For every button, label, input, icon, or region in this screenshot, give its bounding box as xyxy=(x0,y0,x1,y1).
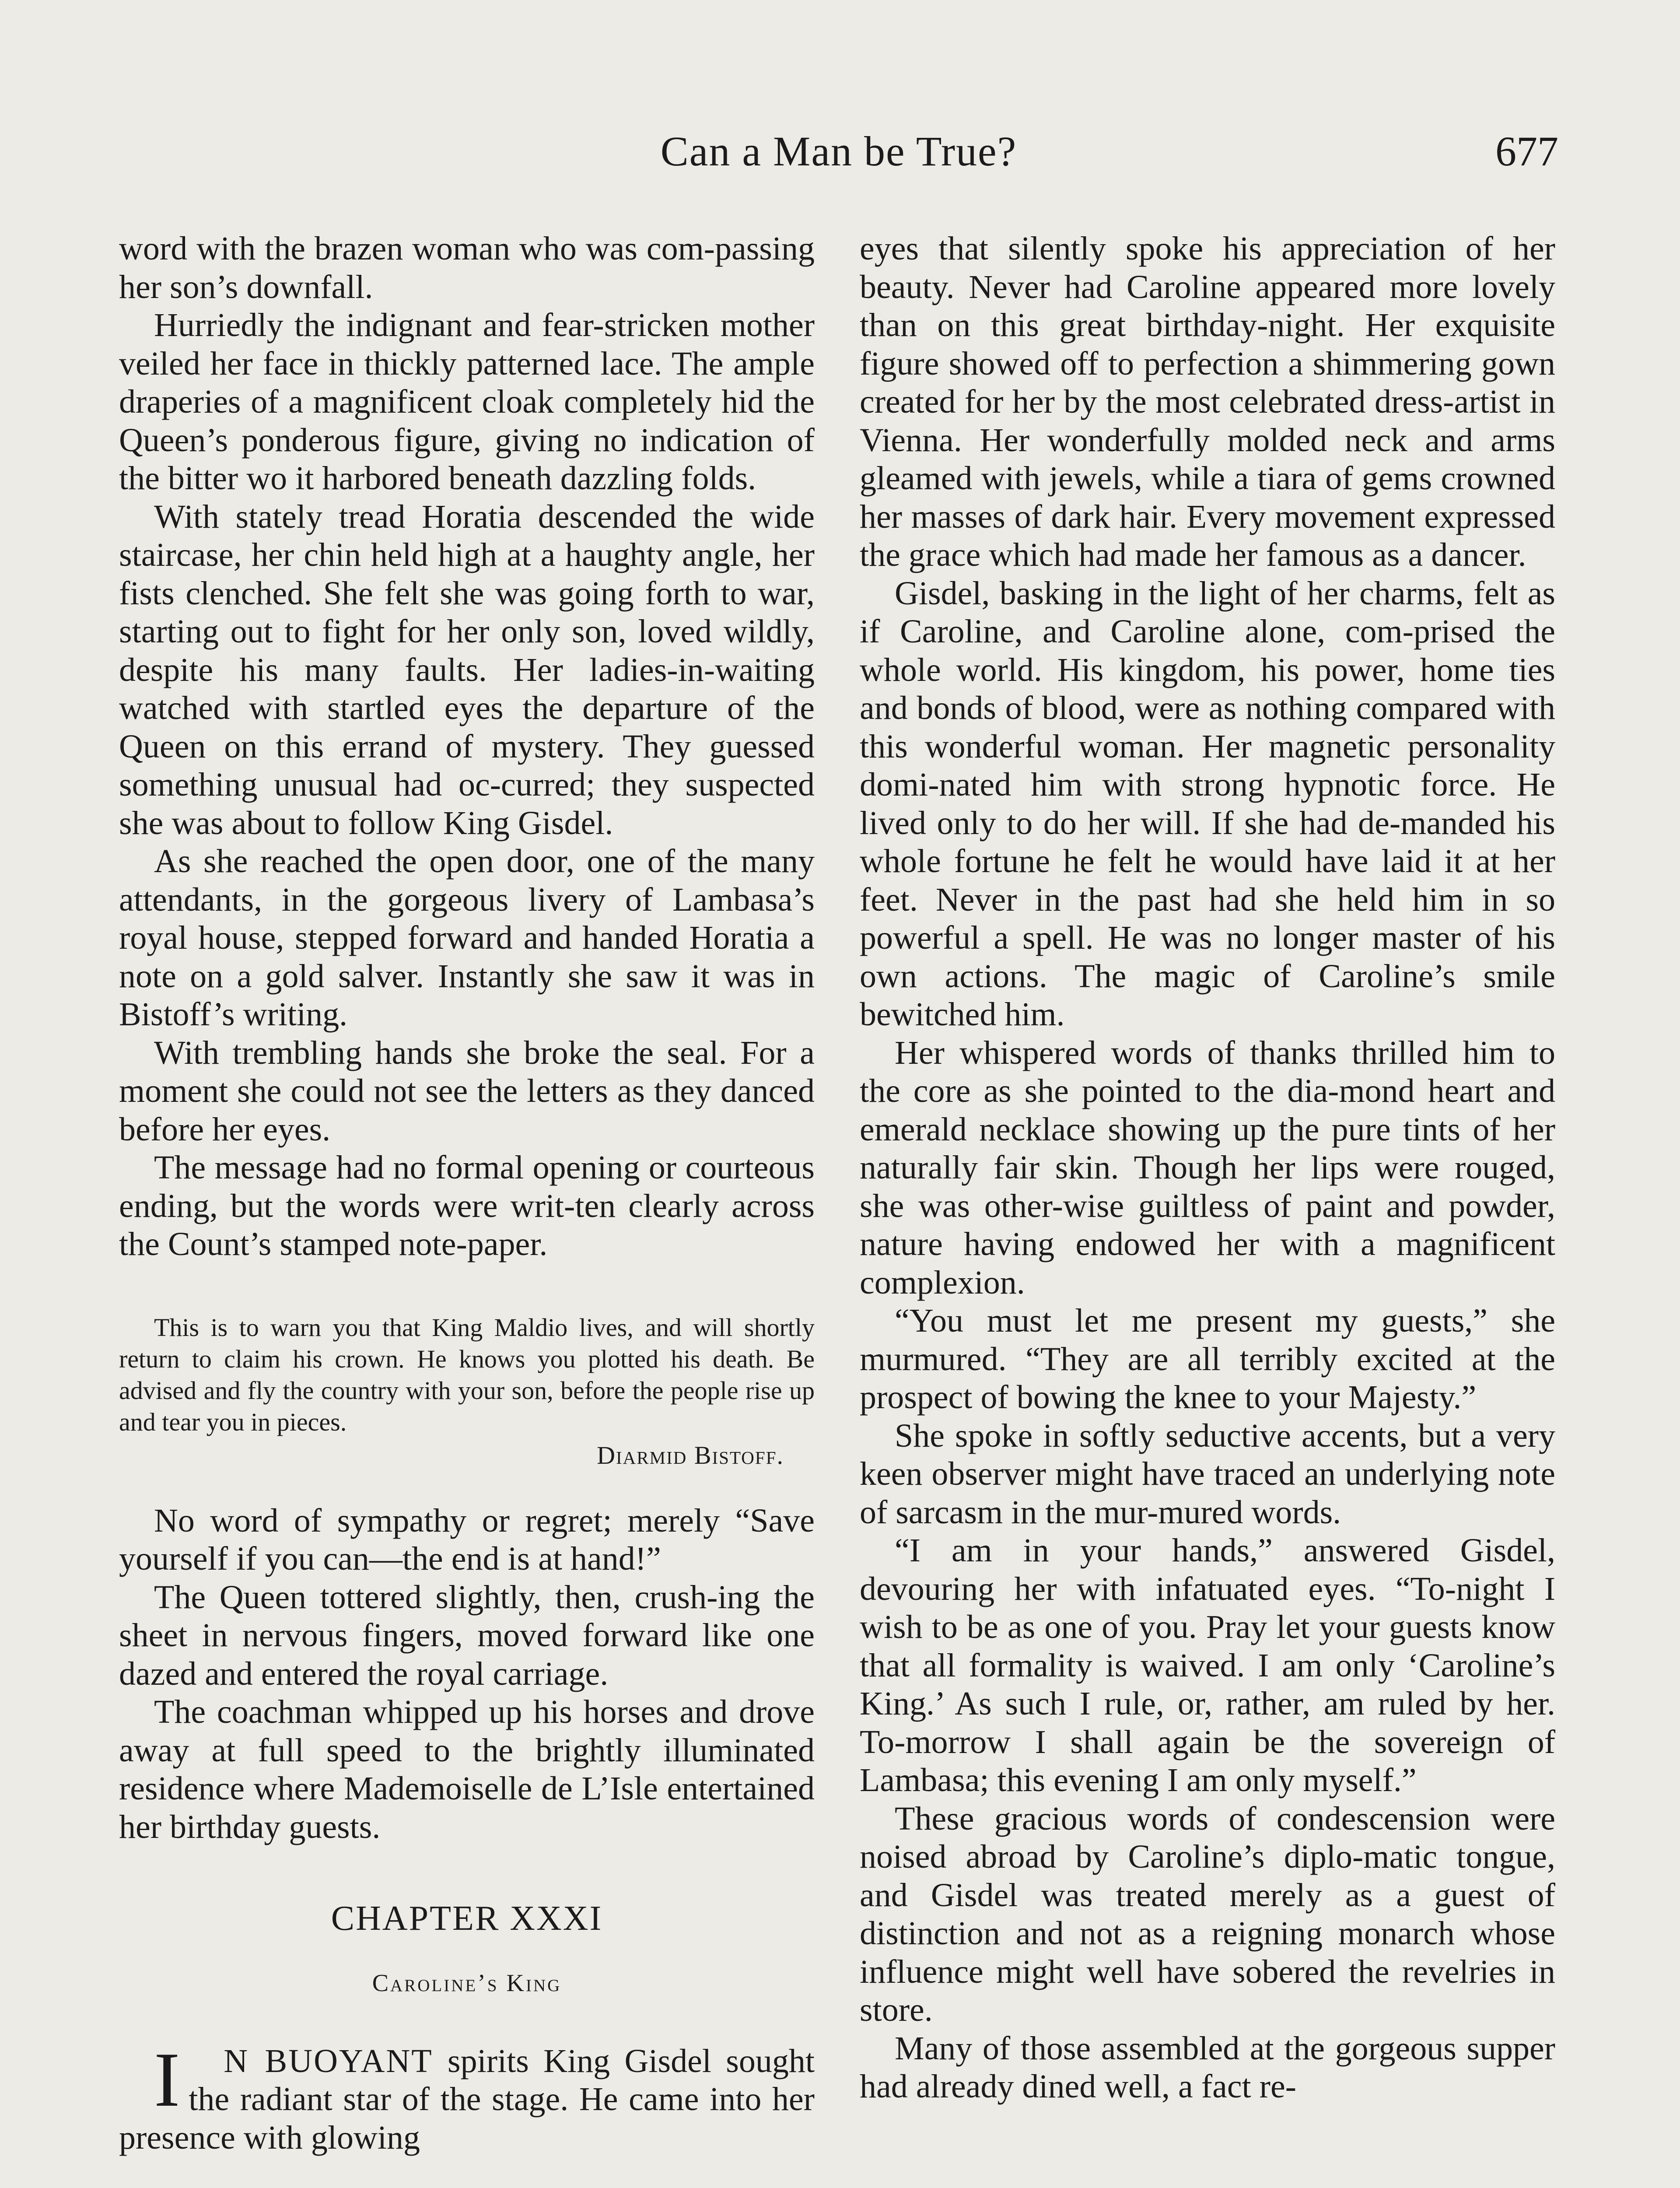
paragraph: Her whispered words of thanks thrilled him to the core as she pointed to the dia-mond heart and emerald necklace showing up the pure tints of her naturally fair skin. Though her lips were rouged, she was other-wise guiltless of paint and powder, nature having endowed her with a magnificent complexion. xyxy=(860,1034,1555,1301)
paragraph: “I am in your hands,” answered Gisdel, devouring her with infatuated eyes. “To-night I wish to be as one of you. Pray let your guests know that all formality is waived. I am only ‘Caroline’s King.’ As such I rule, or, rather, am ruled by her. To-morrow I shall again be the sovereign of Lambasa; this evening I am only myself.” xyxy=(860,1532,1555,1799)
paragraph: word with the brazen woman who was com-passing her son’s downfall. xyxy=(119,230,815,305)
opening-text: spirits King Gisdel sought the radiant star of the stage. He came into her presence with glowing xyxy=(119,2042,815,2156)
right-column xyxy=(860,230,1555,2188)
letter-text: This is to warn you that King Maldio lives, and will shortly return to claim his crown. He knows you plotted his death. Be advised and fly the country with your son, before the people rise up and tear you in pieces. xyxy=(119,1313,815,1436)
paragraph: The message had no formal opening or courteous ending, but the words were writ-ten clearly across the Count’s stamped note-paper. xyxy=(119,1149,815,1262)
paragraph: eyes that silently spoke his appreciation of her beauty. Never had Caroline appeared more lovely than on this great birthday-night. Her exquisite figure showed off to perfection a shimmering gown created for her by the most celebrated dress-artist in Vienna. Her wonderfully molded neck and arms gleamed with jewels, while a tiara of gems crowned her masses of dark hair. Every movement expressed the grace which had made her famous as a dancer. xyxy=(860,230,1555,573)
paragraph: She spoke in softly seductive accents, but a very keen observer might have traced an underlying note of sarcasm in the mur-mured words. xyxy=(860,1417,1555,1531)
chapter-heading: CHAPTER XXXI xyxy=(331,1899,603,1938)
opening-small-caps: N BUOYANT xyxy=(224,2042,433,2079)
paragraph: These gracious words of condescension were noised abroad by Caroline’s diplo-matic tongue, and Gisdel was treated merely as a guest of distinction and not as a reigning monarch whose influence might well have sobered the revelries in store. xyxy=(860,1800,1555,2028)
left-column xyxy=(119,230,815,2188)
running-header xyxy=(119,127,1558,188)
paragraph: Hurriedly the indignant and fear-stricken mother veiled her face in thickly patterned lace. The ample draperies of a magnificent cloak completely hid the Queen’s ponderous figure, giving no indication of the bitter wo it harbored beneath dazzling folds. xyxy=(119,307,815,497)
paragraph: As she reached the open door, one of the many attendants, in the gorgeous livery of Lambasa’s royal house, stepped forward and handed Horatia a note on a gold salver. Instantly she saw it was in Bistoff’s writing. xyxy=(119,843,815,1033)
chapter-title: Caroline’s King xyxy=(372,1970,562,1997)
drop-cap: I xyxy=(154,2036,180,2123)
letter-signature: Diarmid Bistoff. xyxy=(597,1441,784,1469)
page-number: 677 xyxy=(1495,128,1558,175)
paragraph: Gisdel, basking in the light of her charms, felt as if Caroline, and Caroline alone, com-prised the whole world. His kingdom, his power, home ties and bonds of blood, were as nothing compared with this wonderful woman. Her magnetic personality domi-nated him with strong hypnotic force. He lived only to do her will. If she had de-manded his whole fortune he felt he would have laid it at her feet. Never in the past had she held him in so powerful a spell. He was no longer master of his own actions. The magic of Caroline’s smile bewitched him. xyxy=(860,575,1555,1033)
paragraph: With trembling hands she broke the seal. For a moment she could not see the letters as they danced before her eyes. xyxy=(119,1034,815,1148)
paragraph: “You must let me present my guests,” she murmured. “They are all terribly excited at the prospect of bowing the knee to your Majesty.” xyxy=(860,1302,1555,1416)
paragraph: Many of those assembled at the gorgeous supper had already dined well, a fact re- xyxy=(860,2030,1555,2105)
paragraph: With stately tread Horatia descended the wide staircase, her chin held high at a haughty angle, her fists clenched. She felt she was going forth to war, starting out to fight for her only son, loved wildly, despite his many faults. Her ladies-in-waiting watched with startled eyes the departure of the Queen on this errand of mystery. They guessed something unusual had oc-curred; they suspected she was about to follow King Gisdel. xyxy=(119,498,815,842)
quoted-letter xyxy=(119,1312,815,1471)
paragraph: No word of sympathy or regret; merely “Save yourself if you can—the end is at hand!” xyxy=(119,1502,815,1577)
running-title: Can a Man be True? xyxy=(660,128,1017,175)
paragraph: The coachman whipped up his horses and drove away at full speed to the brightly illuminated residence where Mademoiselle de L’Isle entertained her birthday guests. xyxy=(119,1694,815,1845)
paragraph: The Queen tottered slightly, then, crush-ing the sheet in nervous fingers, moved forward like one dazed and entered the royal carriage. xyxy=(119,1578,815,1692)
chapter-opening-paragraph xyxy=(119,2036,815,2157)
